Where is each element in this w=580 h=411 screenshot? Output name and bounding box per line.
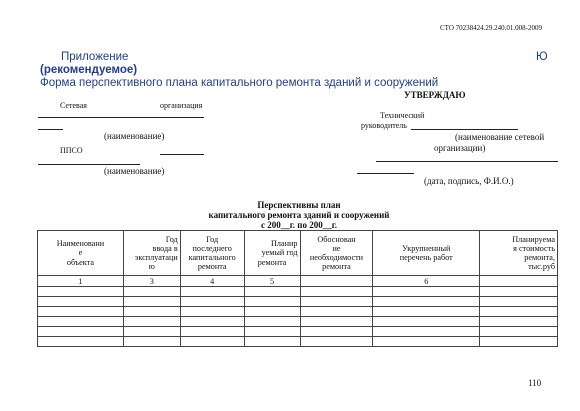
- header-justification: Обоснован ие необходимости ремонта: [300, 231, 373, 276]
- header-last-repair-year: Год последнего капитального ремонта: [180, 231, 244, 276]
- org-label: организация: [160, 101, 203, 110]
- grid-label: Сетевая: [60, 101, 87, 110]
- ppso-label: ППСО: [60, 146, 83, 155]
- grid-org-line-2: [38, 129, 63, 130]
- column-number: 5: [244, 276, 300, 287]
- name-hint-1: (наименование): [104, 131, 165, 141]
- table-row: [38, 327, 558, 337]
- header-commission-year: Год ввода в эксплуатаци ю: [123, 231, 180, 276]
- signature-hint: (дата, подпись, Ф.И.О.): [424, 176, 514, 186]
- table-row: [38, 307, 558, 317]
- page-number: 110: [528, 378, 542, 388]
- head-label: руководитель: [361, 121, 407, 130]
- repair-plan-table: [37, 230, 558, 347]
- appendix-letter: Ю: [536, 51, 548, 63]
- column-number: 6: [373, 276, 480, 287]
- column-number: 4: [180, 276, 244, 287]
- ppso-line-2: [38, 164, 140, 165]
- grid-org-line: [38, 117, 204, 118]
- plan-title-line1: Перспективны план: [257, 200, 341, 210]
- table-row: [38, 337, 558, 347]
- grid-name-hint-2: организации): [434, 143, 486, 153]
- column-number-row: [38, 276, 558, 287]
- head-signature-line: [411, 129, 518, 130]
- plan-title-line3: с 200__г. по 200__г.: [260, 220, 338, 230]
- ppso-line: [160, 154, 204, 155]
- form-title: Форма перспективного плана капитального ремонта зданий и сооружений: [40, 77, 439, 89]
- approve-heading: УТВЕРЖДАЮ: [404, 90, 466, 100]
- column-number: 3: [123, 276, 180, 287]
- signature-line-2: [357, 173, 414, 174]
- column-number: [300, 276, 373, 287]
- appendix-label: Приложение: [61, 51, 129, 63]
- table-row: [38, 287, 558, 297]
- header-planned-cost: Планируема я стоимость ремонта, тыс.руб: [480, 231, 558, 276]
- appendix-recommended: (рекомендуемое): [40, 64, 138, 76]
- table-row: [38, 297, 558, 307]
- header-row: [38, 231, 558, 276]
- tech-label: Технический: [380, 111, 425, 120]
- plan-title-line2: капитального ремонта зданий и сооружений: [208, 210, 390, 220]
- header-work-list: Укрупненный перечень работ: [373, 231, 480, 276]
- name-hint-2: (наименование): [104, 166, 165, 176]
- header-planned-year: Планир уемый год ремонта: [244, 231, 300, 276]
- document-code: СТО 70238424.29.240.01.008-2009: [440, 24, 542, 32]
- column-number: [480, 276, 558, 287]
- table-row: [38, 317, 558, 327]
- grid-name-hint-1: (наименование сетевой: [455, 132, 545, 142]
- header-object-name: Наименовани е объекта: [38, 231, 124, 276]
- signature-line: [376, 161, 558, 162]
- column-number: 1: [38, 276, 124, 287]
